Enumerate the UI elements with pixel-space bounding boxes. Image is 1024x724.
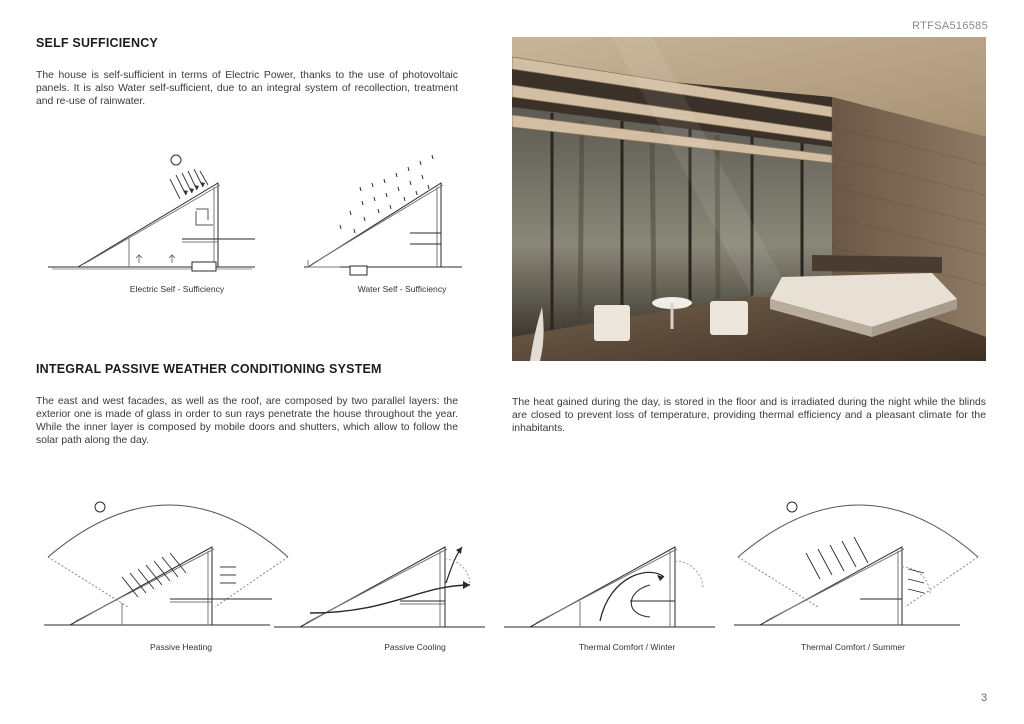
caption-passive-heating: Passive Heating: [149, 642, 213, 652]
sun-icon: [95, 502, 105, 512]
section-title-passive: INTEGRAL PASSIVE WEATHER CONDITIONING SYSTEM: [36, 362, 382, 376]
caption-electric: Electric Self - Sufficiency: [129, 284, 225, 294]
passive-heating-diagram: [40, 495, 300, 635]
section-title-self-sufficiency: SELF SUFFICIENCY: [36, 36, 158, 50]
electric-self-sufficiency-diagram: [40, 145, 270, 280]
bedroom-interior-render: [512, 37, 986, 361]
caption-water: Water Self - Sufficiency: [357, 284, 447, 294]
self-sufficiency-body: The house is self-sufficient in terms of Electric Power, thanks to the use of photovoltaic panels. It is also Water self-sufficient, due to an integral system of recollection, treatment and re-use of rainwater.: [36, 70, 458, 107]
caption-thermal-summer: Thermal Comfort / Summer: [800, 642, 906, 652]
page-number: 3: [981, 692, 988, 704]
caption-passive-cooling: Passive Cooling: [384, 642, 446, 652]
sun-icon: [171, 155, 181, 165]
thermal-comfort-winter-diagram: [500, 535, 740, 635]
water-self-sufficiency-diagram: [300, 145, 470, 280]
document-code: RTFSA516585: [912, 20, 988, 32]
passive-cooling-diagram: [270, 535, 500, 635]
caption-thermal-winter: Thermal Comfort / Winter: [578, 642, 676, 652]
passive-body-right: The heat gained during the day, is stored in the floor and is irradiated during the night while the blinds are closed to prevent loss of temperature, providing thermal efficiency and a pleasant climate for the inhabitants.: [512, 397, 986, 434]
sun-icon: [787, 502, 797, 512]
passive-body-left: The east and west facades, as well as the roof, are composed by two parallel layers: the exterior one is made of glass in order to sun rays penetrate the house throughout the year. While the inner layer is composed by mobile doors and shutters, which allow to follow the solar path along the day.: [36, 396, 458, 446]
thermal-comfort-summer-diagram: [730, 495, 990, 635]
